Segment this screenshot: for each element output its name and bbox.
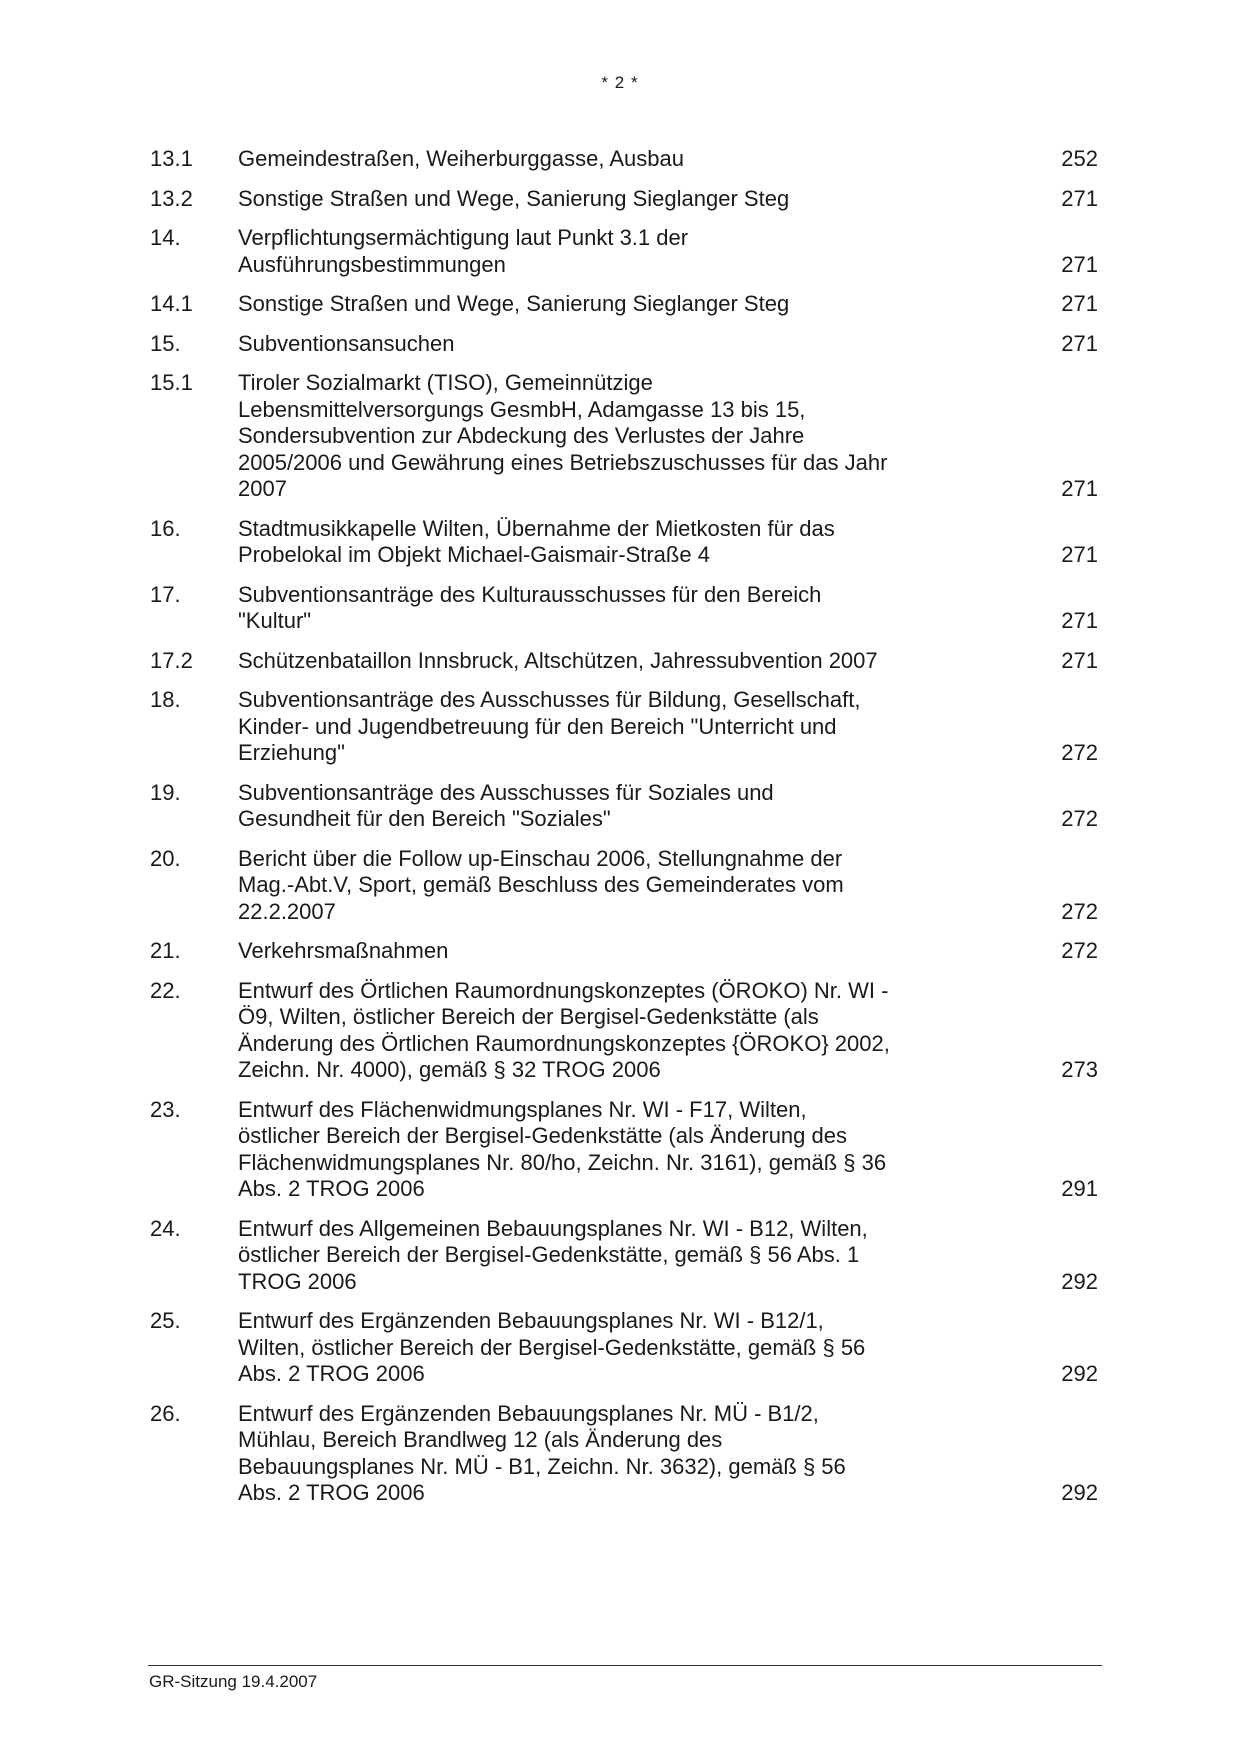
toc-entry-title-line: Entwurf des Örtlichen Raumordnungskonzeptes (ÖROKO) Nr. WI - bbox=[238, 977, 889, 1003]
toc-entry bbox=[150, 687, 1098, 767]
toc-entry-title-line: Ö9, Wilten, östlicher Bereich der Bergisel-Gedenkstätte (als bbox=[238, 1004, 819, 1029]
page-number-header: * 2 * bbox=[601, 73, 639, 92]
toc-entry-page: 292 bbox=[1061, 1361, 1098, 1386]
toc-entry-title bbox=[238, 186, 978, 213]
toc-entry-number: 25. bbox=[150, 1308, 181, 1333]
toc-entry-number: 20. bbox=[150, 845, 181, 871]
toc-entry-page: 271 bbox=[1061, 251, 1098, 277]
toc-entry bbox=[150, 648, 1098, 675]
toc-entry-title-line: Verkehrsmaßnahmen bbox=[238, 938, 449, 963]
toc-entry-title-line: Abs. 2 TROG 2006 bbox=[238, 1176, 425, 1201]
toc-entry-title-line: Änderung des Örtlichen Raumordnungskonzeptes {ÖROKO} 2002, bbox=[238, 1030, 890, 1056]
toc-entry-title bbox=[238, 225, 978, 278]
toc-entry-title-line: Lebensmittelversorgungs GesmbH, Adamgasse 13 bis 15, bbox=[238, 396, 806, 422]
toc-entry-title-line: Entwurf des Flächenwidmungsplanes Nr. WI - F17, Wilten, bbox=[238, 1096, 807, 1122]
toc-entry-title bbox=[238, 1401, 978, 1507]
toc-entry-title bbox=[238, 331, 978, 358]
toc-entry-title-line: Sonstige Straßen und Wege, Sanierung Sieglanger Steg bbox=[238, 185, 790, 211]
toc-entry bbox=[150, 846, 1098, 926]
toc-entry bbox=[150, 582, 1098, 635]
toc-entry-title-line: Entwurf des Ergänzenden Bebauungsplanes Nr. WI - B12/1, bbox=[238, 1308, 824, 1333]
toc-entry-number: 17. bbox=[150, 581, 181, 607]
toc-entry-title-line: Wilten, östlicher Bereich der Bergisel-Gedenkstätte, gemäß § 56 bbox=[238, 1334, 866, 1360]
toc-entry-number: 23. bbox=[150, 1096, 181, 1122]
toc-entry-page: 252 bbox=[1061, 146, 1098, 171]
toc-entry-title bbox=[238, 1097, 978, 1203]
footer-session-date: GR-Sitzung 19.4.2007 bbox=[149, 1672, 318, 1691]
toc-entry bbox=[150, 978, 1098, 1084]
toc-entry-number: 15. bbox=[150, 330, 181, 356]
toc-entry-title-line: Abs. 2 TROG 2006 bbox=[238, 1480, 425, 1505]
toc-entry-title bbox=[238, 938, 978, 965]
toc-entry-page: 271 bbox=[1061, 476, 1098, 501]
toc-entry-title-line: TROG 2006 bbox=[238, 1268, 357, 1294]
toc-entry-page: 292 bbox=[1061, 1268, 1098, 1294]
toc-entry bbox=[150, 291, 1098, 318]
toc-entry-title-line: 22.2.2007 bbox=[238, 898, 336, 924]
toc-entry-page: 292 bbox=[1061, 1480, 1098, 1505]
toc-entry-number: 21. bbox=[150, 938, 181, 963]
toc-entry bbox=[150, 1308, 1098, 1388]
toc-entry-number: 13.1 bbox=[150, 146, 193, 171]
toc-entry bbox=[150, 1097, 1098, 1203]
toc-entry-page: 271 bbox=[1061, 330, 1098, 356]
toc-entry-title bbox=[238, 1308, 978, 1388]
toc-entry-title-line: Bericht über die Follow up-Einschau 2006, Stellungnahme der bbox=[238, 845, 843, 871]
toc-entry-title bbox=[238, 780, 978, 833]
toc-entry-title-line: Verpflichtungsermächtigung laut Punkt 3.1 der bbox=[238, 225, 689, 250]
toc-entry-title-line: Kinder- und Jugendbetreuung für den Bereich "Unterricht und bbox=[238, 713, 837, 739]
toc-entry bbox=[150, 1216, 1098, 1296]
toc-entry-title-line: Mühlau, Bereich Brandlweg 12 (als Änderung des bbox=[238, 1427, 723, 1452]
toc-entry-page: 271 bbox=[1061, 608, 1098, 633]
toc-entry-page: 271 bbox=[1061, 542, 1098, 567]
toc-entry-page: 273 bbox=[1061, 1057, 1098, 1082]
toc-entry-title-line: Ausführungsbestimmungen bbox=[238, 251, 506, 277]
toc-entry bbox=[150, 1401, 1098, 1507]
toc-entry-title bbox=[238, 582, 978, 635]
toc-entry-page: 272 bbox=[1061, 898, 1098, 924]
toc-entry-number: 17.2 bbox=[150, 647, 193, 673]
toc-entry-title-line: östlicher Bereich der Bergisel-Gedenkstätte (als Änderung des bbox=[238, 1123, 847, 1148]
toc-entry-title bbox=[238, 687, 978, 767]
toc-entry-number: 13.2 bbox=[150, 185, 193, 211]
toc-entry-page: 272 bbox=[1061, 740, 1098, 765]
toc-entry-number: 14.1 bbox=[150, 291, 193, 316]
toc-entry-title bbox=[238, 846, 978, 926]
toc-entry-title-line: Subventionsanträge des Ausschusses für Soziales und bbox=[238, 779, 774, 805]
toc-entry-title-line: 2005/2006 und Gewährung eines Betriebszuschusses für das Jahr bbox=[238, 449, 888, 475]
toc-entry-title-line: "Kultur" bbox=[238, 608, 312, 633]
toc-entry-number: 26. bbox=[150, 1400, 181, 1426]
toc-entry bbox=[150, 186, 1098, 213]
toc-entry-number: 14. bbox=[150, 225, 181, 250]
toc-entry-number: 19. bbox=[150, 779, 181, 805]
toc-entry-title-line: Tiroler Sozialmarkt (TISO), Gemeinnützige bbox=[238, 370, 653, 395]
toc-entry-title-line: östlicher Bereich der Bergisel-Gedenkstätte, gemäß § 56 Abs. 1 bbox=[238, 1242, 860, 1267]
toc-entry-title-line: Schützenbataillon Innsbruck, Altschützen, Jahressubvention 2007 bbox=[238, 647, 878, 673]
toc-entry-number: 22. bbox=[150, 977, 181, 1003]
toc-entry-page: 291 bbox=[1061, 1176, 1098, 1201]
toc-entry bbox=[150, 938, 1098, 965]
toc-entry-title-line: 2007 bbox=[238, 476, 287, 501]
toc-entry-title-line: Bebauungsplanes Nr. MÜ - B1, Zeichn. Nr. 3632), gemäß § 56 bbox=[238, 1453, 846, 1479]
toc-entry bbox=[150, 331, 1098, 358]
toc-entry-number: 18. bbox=[150, 687, 181, 712]
toc-entry-title bbox=[238, 648, 978, 675]
toc-entry-title-line: Subventionsanträge des Kulturausschusses für den Bereich bbox=[238, 581, 822, 607]
toc-entry-title bbox=[238, 146, 978, 173]
toc-entry-page: 272 bbox=[1061, 806, 1098, 831]
toc-entry-title-line: Gesundheit für den Bereich "Soziales" bbox=[238, 806, 611, 831]
toc-entry-number: 15.1 bbox=[150, 370, 193, 395]
toc-entry-title bbox=[238, 370, 978, 503]
toc-entry-title-line: Stadtmusikkapelle Wilten, Übernahme der Mietkosten für das bbox=[238, 515, 835, 541]
toc-entry-title-line: Flächenwidmungsplanes Nr. 80/ho, Zeichn. Nr. 3161), gemäß § 36 bbox=[238, 1149, 887, 1175]
toc-entry-title bbox=[238, 978, 978, 1084]
toc-entry-page: 271 bbox=[1061, 291, 1098, 316]
toc-entry-title bbox=[238, 1216, 978, 1296]
toc-entry-title-line: Mag.-Abt.V, Sport, gemäß Beschluss des Gemeinderates vom bbox=[238, 872, 844, 897]
table-of-contents bbox=[150, 146, 1098, 1520]
toc-entry bbox=[150, 370, 1098, 503]
toc-entry-title-line: Gemeindestraßen, Weiherburggasse, Ausbau bbox=[238, 146, 684, 171]
toc-entry-title-line: Entwurf des Ergänzenden Bebauungsplanes Nr. MÜ - B1/2, bbox=[238, 1400, 819, 1426]
toc-entry-title-line: Abs. 2 TROG 2006 bbox=[238, 1361, 425, 1386]
toc-entry bbox=[150, 780, 1098, 833]
toc-entry-title-line: Entwurf des Allgemeinen Bebauungsplanes Nr. WI - B12, Wilten, bbox=[238, 1215, 868, 1241]
toc-entry-number: 16. bbox=[150, 515, 181, 541]
toc-entry bbox=[150, 516, 1098, 569]
toc-entry-title-line: Erziehung" bbox=[238, 740, 345, 765]
footer-divider bbox=[148, 1665, 1102, 1666]
toc-entry-page: 272 bbox=[1061, 938, 1098, 963]
toc-entry-title-line: Probelokal im Objekt Michael-Gaismair-Straße 4 bbox=[238, 542, 710, 567]
toc-entry-title bbox=[238, 291, 978, 318]
toc-entry bbox=[150, 225, 1098, 278]
toc-entry-title-line: Subventionsanträge des Ausschusses für Bildung, Gesellschaft, bbox=[238, 687, 861, 712]
toc-entry-title-line: Sondersubvention zur Abdeckung des Verlustes der Jahre bbox=[238, 423, 805, 448]
toc-entry bbox=[150, 146, 1098, 173]
toc-entry-title bbox=[238, 516, 978, 569]
toc-entry-title-line: Sonstige Straßen und Wege, Sanierung Sieglanger Steg bbox=[238, 291, 790, 316]
toc-entry-page: 271 bbox=[1061, 647, 1098, 673]
toc-entry-number: 24. bbox=[150, 1215, 181, 1241]
toc-entry-page: 271 bbox=[1061, 185, 1098, 211]
toc-entry-title-line: Subventionsansuchen bbox=[238, 330, 455, 356]
toc-entry-title-line: Zeichn. Nr. 4000), gemäß § 32 TROG 2006 bbox=[238, 1057, 661, 1082]
